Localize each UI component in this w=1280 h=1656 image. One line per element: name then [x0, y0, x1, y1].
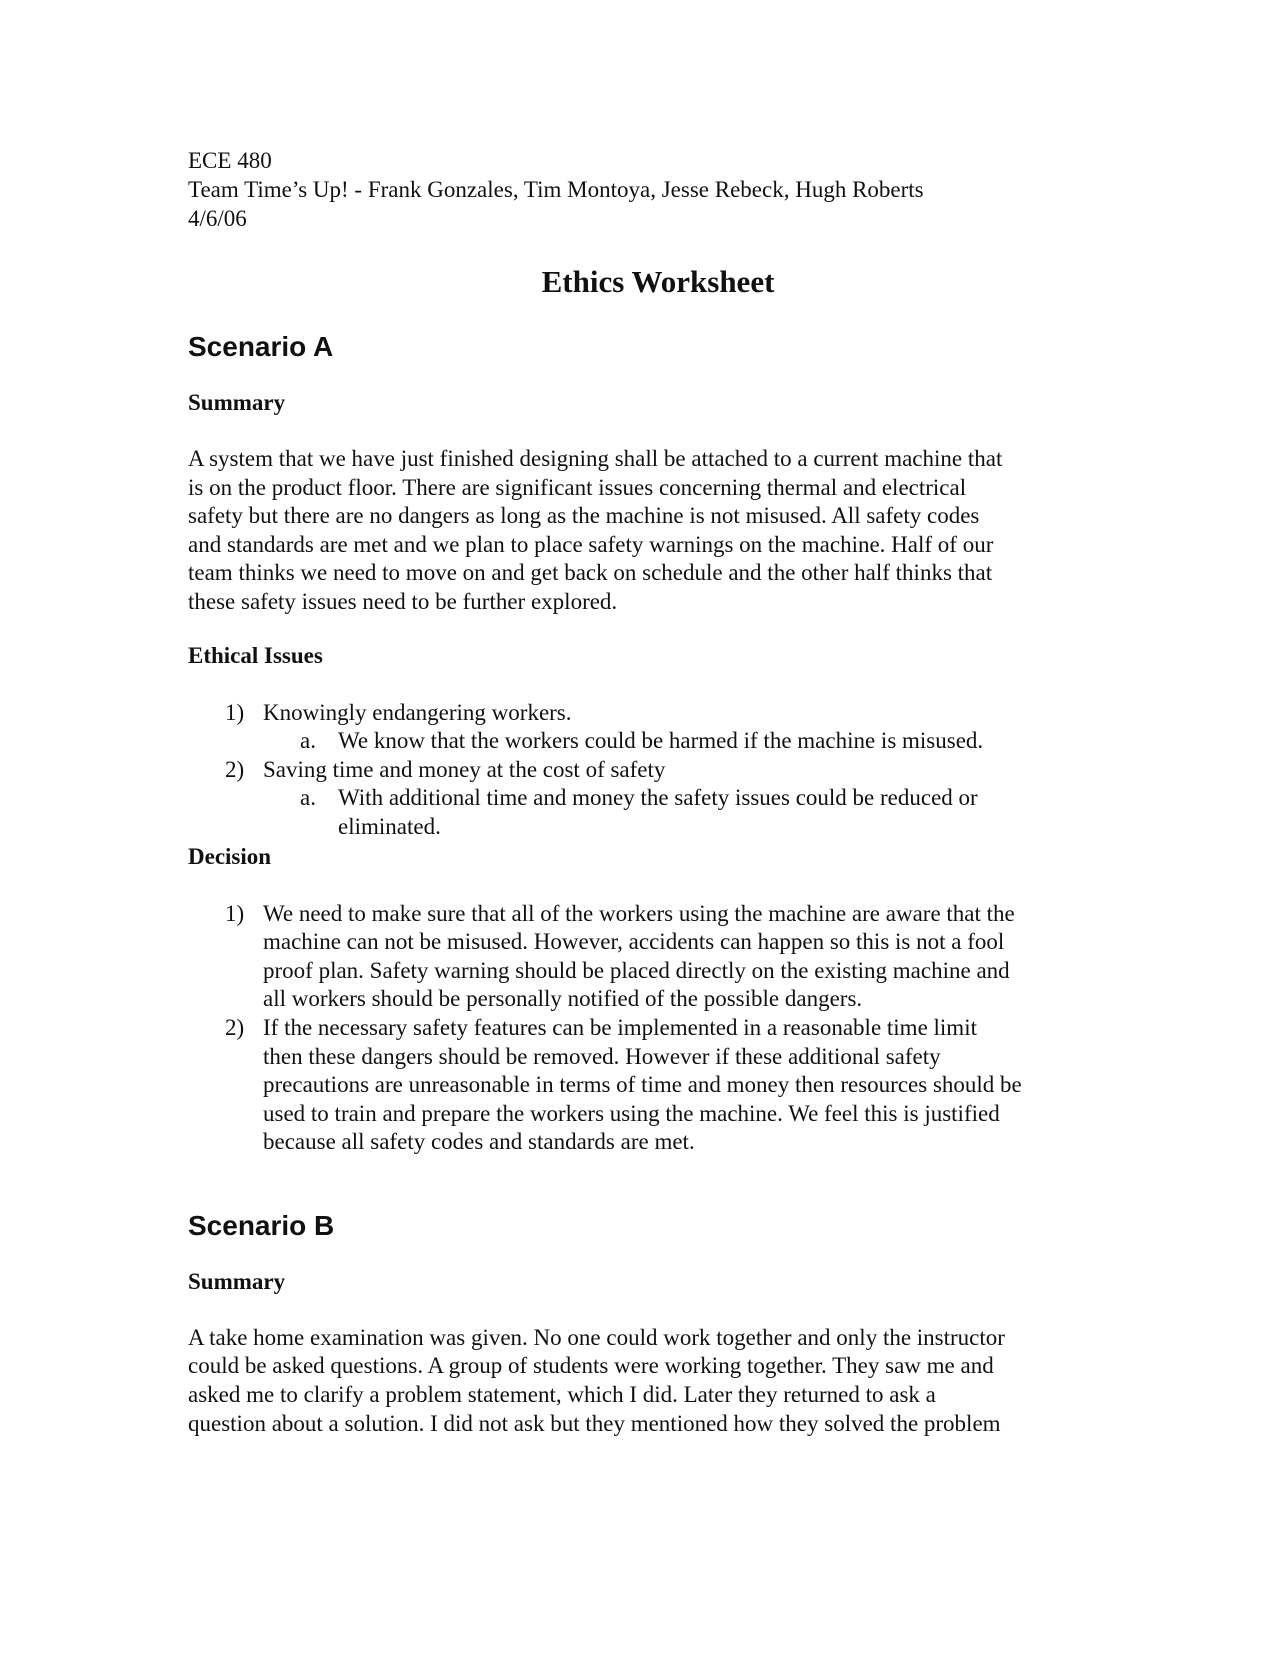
list-item [188, 699, 1108, 756]
ethical-issues-list [188, 699, 1108, 842]
sub-item-letter: a. [300, 728, 316, 754]
document-page [188, 146, 1108, 1438]
list-item [188, 756, 1108, 842]
decision-list [188, 900, 1108, 1157]
decision-heading: Decision [188, 843, 272, 869]
item-text: Saving time and money at the cost of safety [263, 756, 666, 782]
item-text: then these dangers should be removed. However if these additional safety [263, 1043, 941, 1069]
sub-list-item [263, 784, 1108, 841]
item-number: 2) [225, 1014, 245, 1040]
summary-line: team thinks we need to move on and get back on schedule and the other half thinks that [188, 560, 993, 586]
sub-item-text: We know that the workers could be harmed if the machine is misused. [338, 728, 984, 754]
team-line: Team Time’s Up! - Frank Gonzales, Tim Montoya, Jesse Rebeck, Hugh Roberts [188, 177, 924, 202]
item-text: all workers should be personally notified of the possible dangers. [263, 986, 863, 1012]
summary-line: question about a solution. I did not ask but they mentioned how they solved the problem [188, 1410, 1001, 1436]
summary-line: A system that we have just finished designing shall be attached to a current machine that [188, 446, 1003, 471]
summary-line: asked me to clarify a problem statement, which I did. Later they returned to ask a [188, 1382, 936, 1408]
summary-line: and standards are met and we plan to place safety warnings on the machine. Half of our [188, 531, 994, 557]
scenario-b-heading: Scenario B [188, 1209, 335, 1241]
sub-item-text: With additional time and money the safety issues could be reduced or [338, 785, 978, 811]
summary-line: safety but there are no dangers as long as the machine is not misused. All safety codes [188, 503, 980, 529]
item-number: 1) [225, 699, 245, 725]
list-item [188, 900, 1108, 1014]
item-text: If the necessary safety features can be implemented in a reasonable time limit [263, 1014, 977, 1040]
item-text: proof plan. Safety warning should be placed directly on the existing machine and [263, 957, 1010, 983]
item-number: 2) [225, 756, 245, 782]
sub-list-item [263, 727, 1108, 756]
item-text: precautions are unreasonable in terms of time and money then resources should be [263, 1072, 1022, 1098]
scenario-a-summary [188, 445, 1108, 617]
item-text: We need to make sure that all of the workers using the machine are aware that the [263, 900, 1015, 926]
item-text: Knowingly endangering workers. [263, 699, 572, 725]
scenario-a-summary-heading: Summary [188, 390, 286, 415]
sub-item-letter: a. [300, 785, 316, 811]
ethical-issues-heading: Ethical Issues [188, 642, 323, 668]
summary-line: A take home examination was given. No one could work together and only the instructor [188, 1324, 1005, 1350]
course-label: ECE 480 [188, 148, 272, 173]
summary-line: these safety issues need to be further explored. [188, 588, 618, 614]
list-item [188, 1014, 1108, 1157]
scenario-b-summary [188, 1324, 1108, 1438]
item-text: because all safety codes and standards are met. [263, 1129, 695, 1155]
summary-line: could be asked questions. A group of students were working together. They saw me and [188, 1353, 994, 1379]
sub-list [263, 784, 1108, 841]
date-line: 4/6/06 [188, 206, 247, 231]
sub-item-text: eliminated. [338, 813, 441, 839]
item-text: used to train and prepare the workers using the machine. We feel this is justified [263, 1100, 1000, 1126]
scenario-a-heading: Scenario A [188, 331, 334, 362]
scenario-b-summary-heading: Summary [188, 1268, 286, 1294]
summary-line: is on the product floor. There are significant issues concerning thermal and electrical [188, 474, 967, 500]
sub-list [263, 727, 1108, 756]
item-number: 1) [225, 900, 245, 926]
item-text: machine can not be misused. However, accidents can happen so this is not a fool [263, 929, 1005, 955]
document-title: Ethics Worksheet [541, 264, 775, 299]
